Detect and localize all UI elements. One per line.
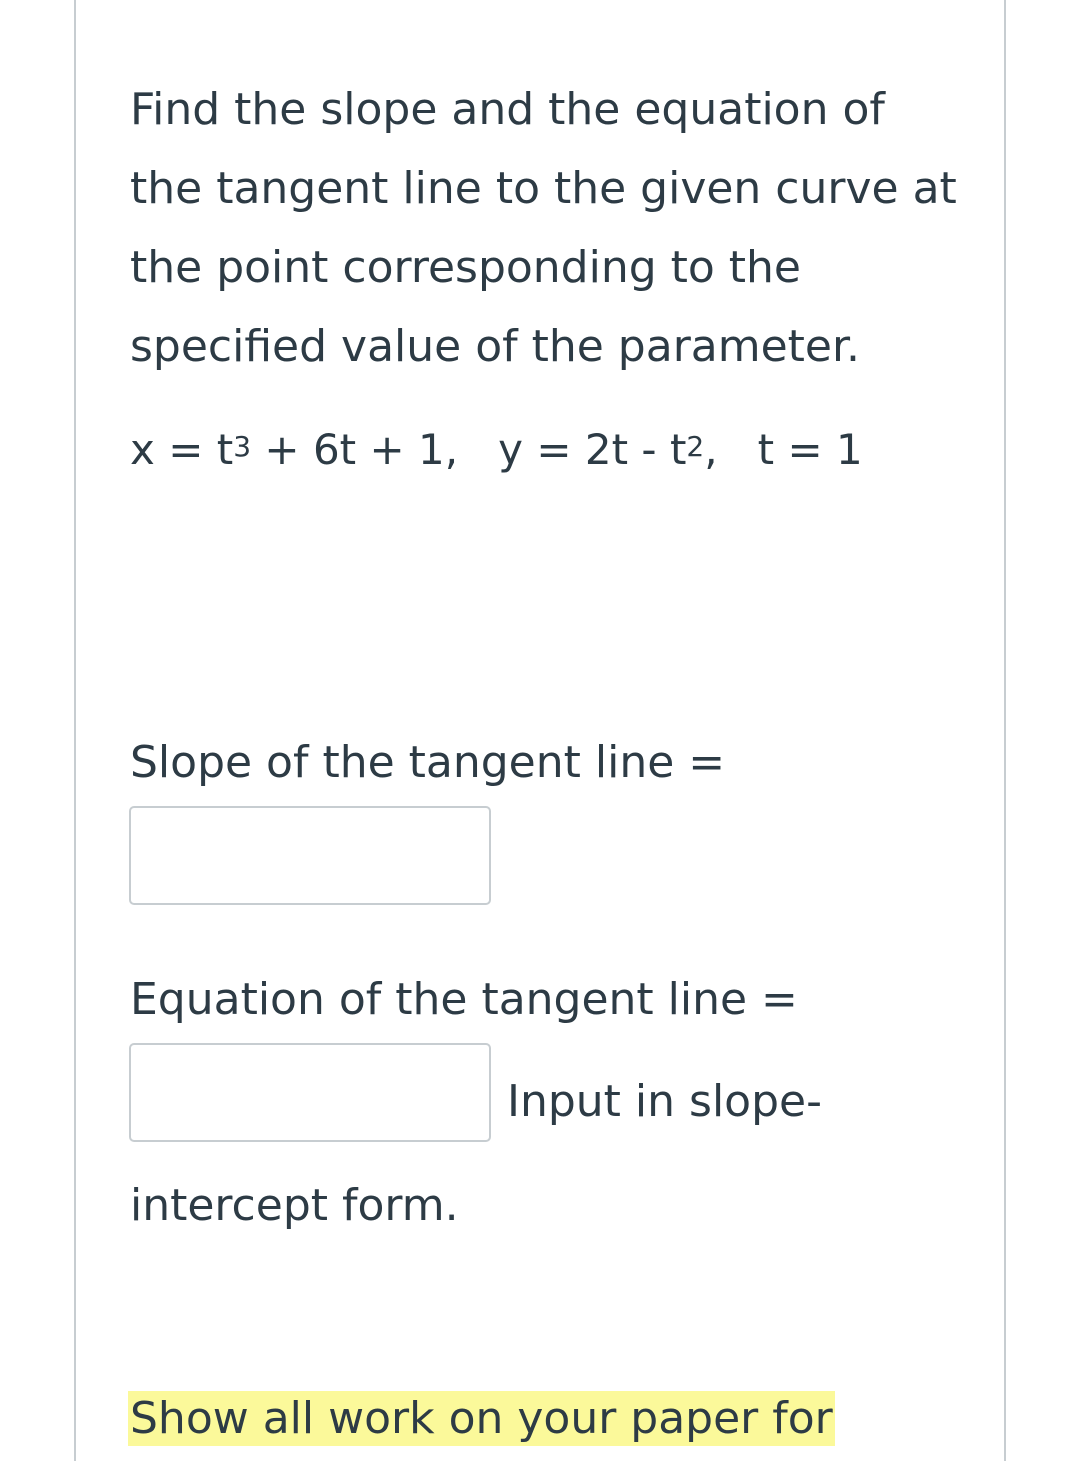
question-prompt: Find the slope and the equation of the tangent line to the given curve at the point corresponding to the specified value of the parameter. [130, 84, 957, 372]
slope-label: Slope of the tangent line = [130, 737, 726, 788]
show-work-instruction: Show all work on your paper for [130, 1393, 833, 1444]
equation-middle: + 6t + 1, y = 2t - t [251, 425, 687, 474]
parametric-equation [130, 420, 863, 485]
equation-y-exponent: 2 [686, 430, 705, 463]
equation-t-value: , t = 1 [704, 425, 863, 474]
slope-intercept-hint: Input in slope- [507, 1076, 822, 1127]
slope-answer-input[interactable] [129, 806, 491, 905]
equation-x-prefix: x = t [130, 425, 234, 474]
slope-intercept-hint-continued: intercept form. [130, 1180, 459, 1231]
tangent-equation-answer-input[interactable] [129, 1043, 491, 1142]
equation-x-exponent: 3 [233, 430, 252, 463]
tangent-equation-label: Equation of the tangent line = [130, 974, 798, 1025]
